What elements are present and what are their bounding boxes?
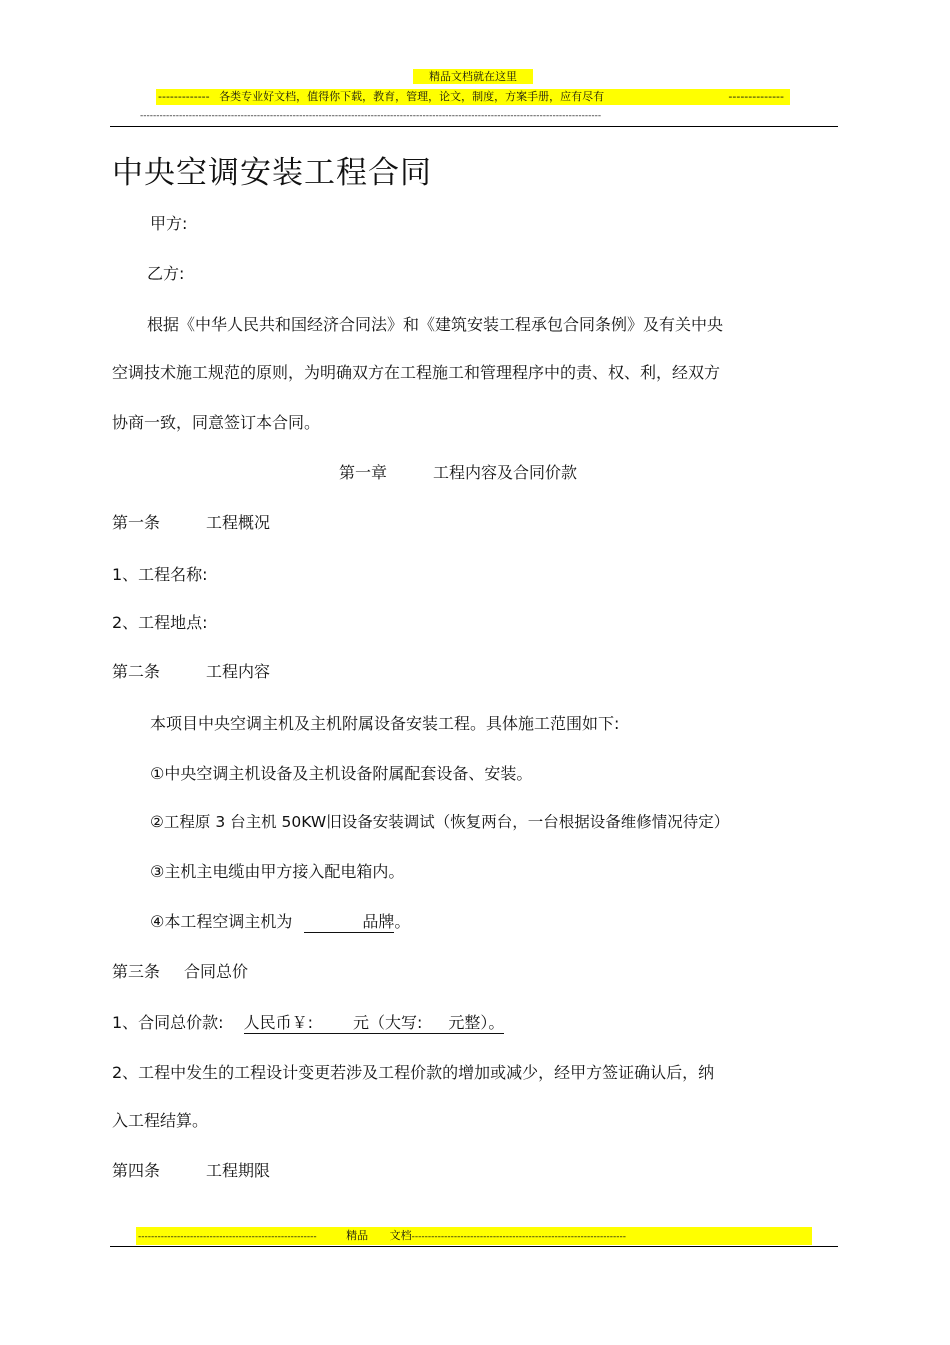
article3-item1-rmb: 人民币￥: — [243, 1013, 313, 1032]
article3-item1-yuan: 元（大写: — [352, 1013, 423, 1032]
footer-rule — [110, 1246, 838, 1247]
article3-item1-label: 1、合同总价款: — [112, 1013, 224, 1032]
contract-price-blank — [244, 1010, 505, 1034]
chapter1-title: 工程内容及合同价款 — [433, 463, 578, 482]
article3-item1-whole: 元整）。 — [448, 1013, 505, 1032]
party-a: 甲方: — [150, 214, 188, 233]
intro-line2: 空调技术施工规范的原则，为明确双方在工程施工和管理程序中的责、权、利，经双方 — [112, 363, 721, 382]
article3-item1 — [112, 1010, 504, 1034]
article2-item4-suffix: 。 — [394, 912, 411, 931]
article3-item2-line1: 2、工程中发生的工程设计变更若涉及工程价款的增加或减少，经甲方签证确认后，纳 — [112, 1063, 715, 1082]
article4-number: 第四条 — [112, 1161, 161, 1180]
header-line1: 精品文档就在这里 — [413, 69, 533, 84]
article1-number: 第一条 — [112, 513, 161, 532]
article2-item4-brand: 品牌 — [362, 912, 395, 931]
chapter1-heading — [339, 460, 577, 483]
footer-left-dashes: ------------------------------------------------------- — [138, 1232, 317, 1242]
article1-item2: 2、工程地点: — [112, 613, 208, 632]
document-title: 中央空调安装工程合同 — [112, 155, 432, 191]
article2-item1: ①中央空调主机设备及主机设备附属配套设备、安装。 — [150, 764, 533, 783]
header-line2-left-dashes: ------------- — [158, 90, 210, 103]
article2-title: 工程内容 — [206, 662, 271, 681]
party-b: 乙方: — [147, 264, 185, 283]
article1-heading — [112, 510, 270, 533]
intro-line1: 根据《中华人民共和国经济合同法》和《建筑安装工程承包合同条例》及有关中央 — [147, 315, 724, 334]
header-line2-right-dashes: -------------- — [728, 90, 784, 103]
header-line2 — [156, 89, 790, 105]
footer-right-dashes: ------------------------------------------------------------------ — [411, 1232, 626, 1242]
header-line2-text: 各类专业好文档，值得你下载，教育，管理，论文，制度，方案手册，应有尽有 — [219, 90, 605, 103]
article2-number: 第二条 — [112, 662, 161, 681]
article2-item3: ③主机主电缆由甲方接入配电箱内。 — [150, 862, 405, 881]
brand-blank — [304, 909, 394, 933]
article2-item2: ②工程原 3 台主机 50KW旧设备安装调试（恢复两台，一台根据设备维修情况待定） — [150, 813, 730, 831]
article2-item4 — [150, 909, 410, 933]
footer-bar — [136, 1227, 812, 1245]
article3-title: 合同总价 — [184, 962, 249, 981]
article1-title: 工程概况 — [206, 513, 271, 532]
chapter1-number: 第一章 — [339, 463, 388, 482]
article4-heading — [112, 1158, 270, 1181]
footer-label2: 文档 — [389, 1229, 412, 1242]
article3-item2-line2: 入工程结算。 — [112, 1111, 209, 1130]
article1-item1: 1、工程名称: — [112, 565, 208, 584]
header-dash-line: ---------------------------------------------------------------------------------------------------------------------------------------------- — [140, 111, 602, 121]
article2-description: 本项目中央空调主机及主机附属设备安装工程。具体施工范围如下: — [150, 714, 620, 733]
article4-title: 工程期限 — [206, 1161, 271, 1180]
article2-heading — [112, 659, 270, 682]
article2-item4-prefix: ④本工程空调主机为 — [150, 912, 293, 931]
article3-heading — [112, 959, 248, 982]
footer-label1: 精品 — [346, 1229, 369, 1242]
article3-number: 第三条 — [112, 962, 161, 981]
intro-line3: 协商一致，同意签订本合同。 — [112, 413, 321, 432]
header-rule — [110, 126, 838, 127]
